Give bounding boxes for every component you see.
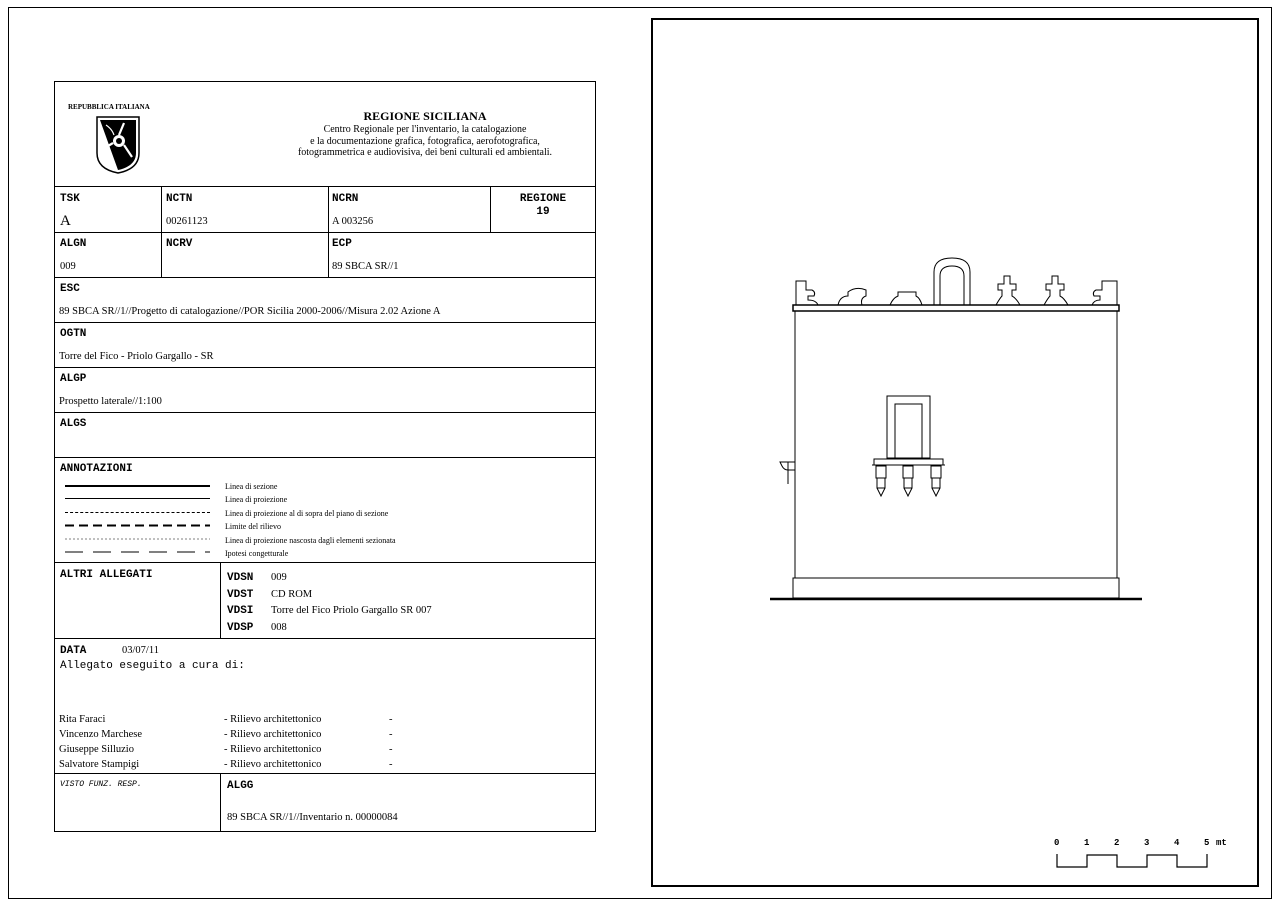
scale-tick-1: 1 bbox=[1084, 838, 1090, 848]
esc-value: 89 SBCA SR//1//Progetto di catalogazione//POR Sicilia 2000-2006//Misura 2.02 Azione A bbox=[59, 306, 441, 317]
window-opening bbox=[895, 404, 922, 458]
tsk-value: A bbox=[60, 213, 71, 229]
merlon-right bbox=[1092, 281, 1117, 305]
merlon-left bbox=[796, 281, 818, 305]
merlon-2 bbox=[838, 288, 866, 305]
balcony-corbels bbox=[876, 466, 941, 496]
republic-label: REPUBBLICA ITALIANA bbox=[68, 103, 150, 111]
legend-text-hidden: Linea di proiezione nascosta dagli elementi sezionata bbox=[225, 536, 396, 545]
merlon-arch-inner bbox=[940, 266, 964, 305]
ncrn-value: A 003256 bbox=[332, 216, 374, 227]
regione-block: REGIONE 19 bbox=[519, 193, 567, 218]
algn-label: ALGN bbox=[60, 238, 87, 250]
region-title: REGIONE SICILIANA bbox=[363, 109, 487, 123]
scale-bar-graphic bbox=[1050, 852, 1220, 870]
merlon-arch bbox=[934, 258, 970, 305]
legend-text-conjectural: Ipotesi congetturale bbox=[225, 549, 289, 558]
balcony-slab bbox=[874, 459, 943, 465]
legend-text-projection: Linea di proiezione bbox=[225, 495, 288, 504]
merlon-3 bbox=[890, 292, 922, 305]
ncrn-label: NCRN bbox=[332, 193, 359, 205]
scale-bar bbox=[1050, 838, 1250, 878]
data-label: DATA bbox=[60, 645, 87, 657]
ogtn-label: OGTN bbox=[60, 328, 87, 340]
visto-label: VISTO FUNZ. RESP. bbox=[60, 780, 142, 789]
tower-plinth bbox=[793, 578, 1119, 598]
algn-value: 009 bbox=[60, 261, 76, 272]
region-description: Centro Regionale per l'inventario, la catalogazione e la documentazione grafica, fotografica, aerofotografica, fotogrammetrica e audiovisiva, dei beni culturali ed ambientali. bbox=[297, 124, 553, 158]
algs-label: ALGS bbox=[60, 418, 87, 430]
scale-tick-4: 4 bbox=[1174, 838, 1180, 848]
merlon-cross-1 bbox=[996, 276, 1020, 305]
credit-intro: Allegato eseguito a cura di: bbox=[60, 660, 245, 672]
altri-allegati-label: ALTRI ALLEGATI bbox=[60, 569, 153, 581]
merlon-cross-2 bbox=[1044, 276, 1068, 305]
credits-list: Rita Faraci - Rilievo architettonico - Vincenzo Marchese - Rilievo architettonico - Giuseppe Silluzio - Rilievo architettonico - Salvatore Stampigi - Rilievo architettonico - bbox=[59, 714, 393, 770]
ncrv-label: NCRV bbox=[166, 238, 193, 250]
algp-value: Prospetto laterale//1:100 bbox=[59, 396, 162, 407]
ogtn-value: Torre del Fico - Priolo Gargallo - SR bbox=[59, 351, 214, 362]
scale-tick-0: 0 bbox=[1054, 838, 1060, 848]
legend-text-survey-limit: Limite del rilievo bbox=[225, 522, 281, 531]
ecp-label: ECP bbox=[332, 238, 352, 250]
algp-label: ALGP bbox=[60, 373, 87, 385]
legend-text-section: Linea di sezione bbox=[225, 482, 278, 491]
ecp-value: 89 SBCA SR//1 bbox=[332, 261, 399, 272]
attachments-list: VDSN 009 VDST CD ROM VDSI Torre del Fico Priolo Gargallo SR 007 VDSP 008 bbox=[227, 572, 432, 634]
scale-tick-5: 5 bbox=[1204, 838, 1210, 848]
scale-tick-2: 2 bbox=[1114, 838, 1120, 848]
algg-value: 89 SBCA SR//1//Inventario n. 00000084 bbox=[227, 812, 398, 823]
data-date: 03/07/11 bbox=[122, 645, 159, 656]
scale-tick-3: 3 bbox=[1144, 838, 1150, 848]
tsk-label: TSK bbox=[60, 193, 80, 205]
tower-cornice bbox=[793, 305, 1119, 311]
window-frame bbox=[887, 396, 930, 458]
nctn-value: 00261123 bbox=[166, 216, 208, 227]
legend-text-projection-above: Linea di proiezione al di sopra del piano di sezione bbox=[225, 509, 389, 518]
nctn-label: NCTN bbox=[166, 193, 193, 205]
algg-label: ALGG bbox=[227, 780, 254, 792]
scale-unit: mt bbox=[1216, 838, 1227, 848]
tower-wall bbox=[795, 311, 1117, 578]
annotazioni-label: ANNOTAZIONI bbox=[60, 463, 133, 475]
esc-label: ESC bbox=[60, 283, 80, 295]
